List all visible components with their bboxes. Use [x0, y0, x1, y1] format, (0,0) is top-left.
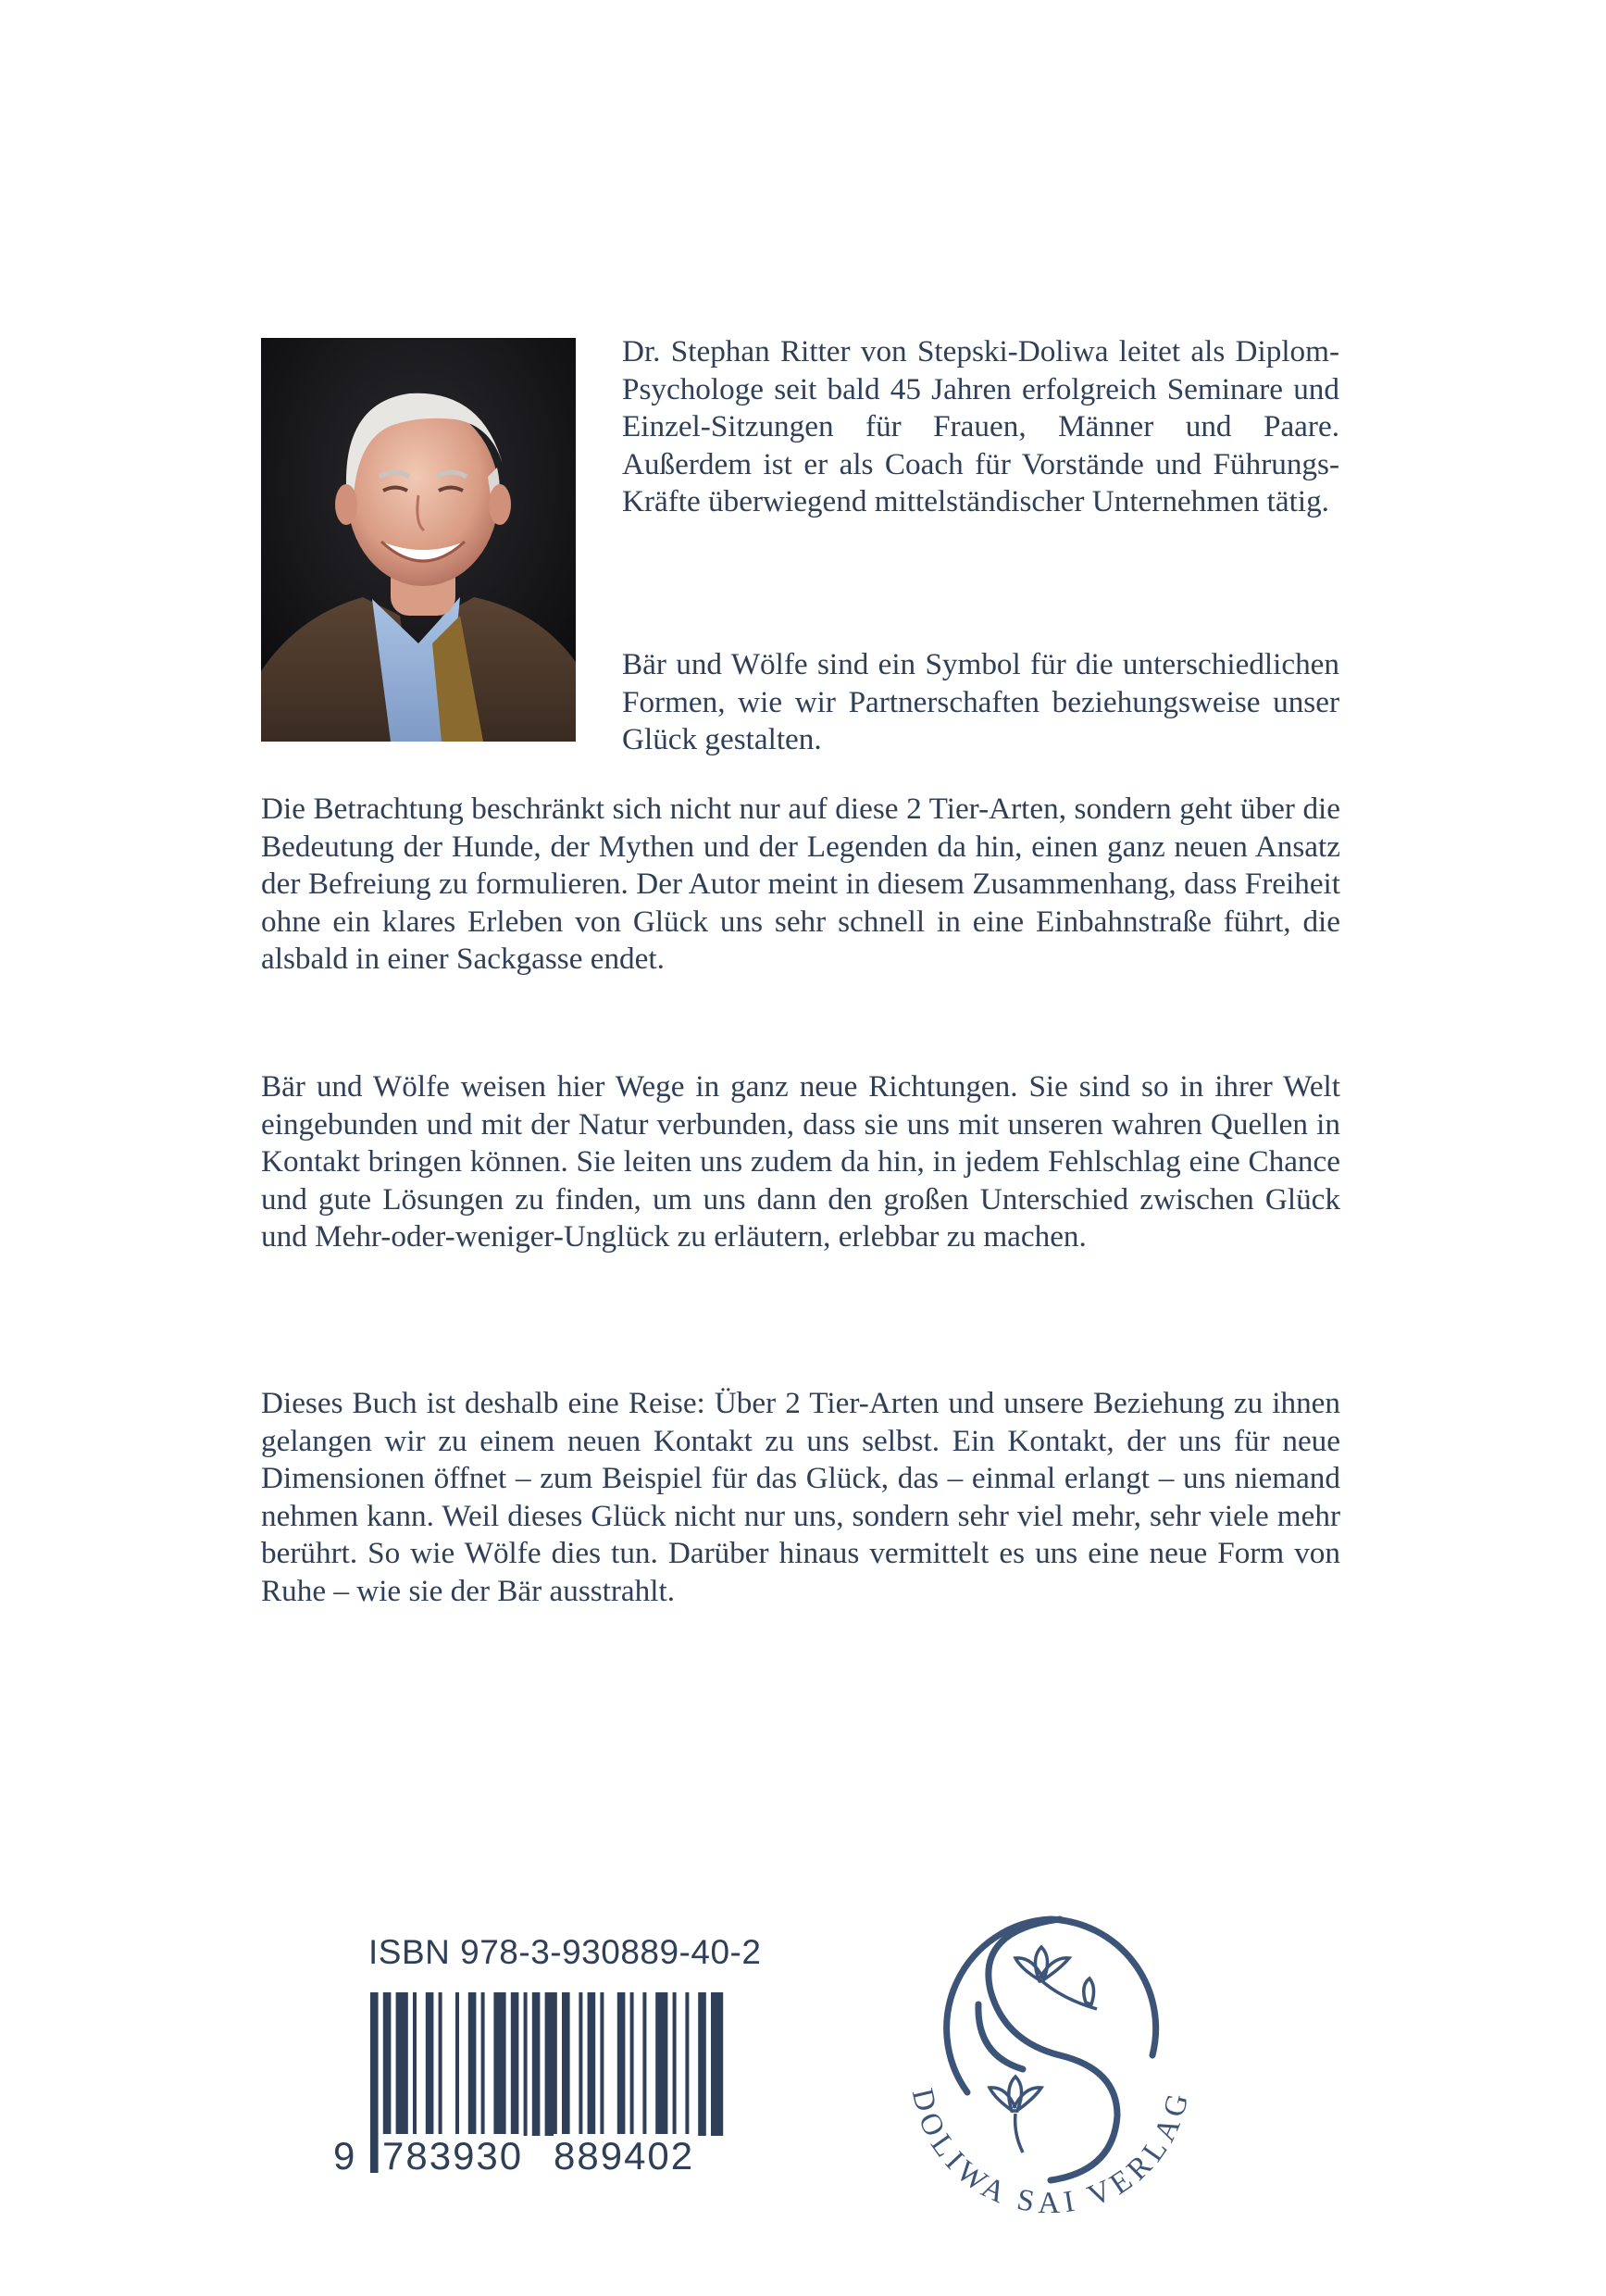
barcode-digits-right: 889402 [554, 2134, 695, 2177]
barcode-bar [673, 1992, 677, 2136]
barcode-bar [413, 1992, 417, 2136]
author-photo-icon [261, 338, 576, 742]
barcode-bar [685, 1992, 689, 2136]
barcode-bar [439, 1992, 442, 2136]
barcode-bar [481, 1992, 485, 2136]
barcode-bar [655, 1992, 667, 2136]
barcode-bar [426, 1992, 434, 2136]
barcode-bar [698, 1992, 706, 2136]
barcode-bar [468, 1992, 477, 2136]
barcode-bar [711, 1992, 723, 2136]
barcode-bar [600, 1992, 604, 2136]
blurb-intro: Bär und Wölfe sind ein Symbol für die unterschiedlichen Formen, wie wir Partnerschaften beziehungsweise unser Glück gestalten. [622, 647, 1339, 756]
barcode-bar [545, 1992, 557, 2136]
barcode-bar [562, 1992, 570, 2136]
barcode-bar [579, 1992, 582, 2136]
publisher-name: DOLIWA SAI VERLAG [904, 2085, 1197, 2221]
barcode-bar [588, 1992, 596, 2136]
barcode-bar [493, 1992, 505, 2136]
isbn-label: ISBN 978-3-930889-40-2 [368, 1933, 762, 1971]
blurb-directions: Bär und Wölfe weisen hier Wege in ganz neue Richtungen. Sie sind so in ihrer Welt eingebunden und mit der Natur verbunden, dass sie uns mit unseren wahren Quellen in Kontakt bringen können. Sie leiten uns zudem da hin, in jedem Fehlschlag eine Chance und gute Lösungen zu finden, um uns dann den großen Unterschied zwischen Glück und Mehr-oder-weniger-Unglück zu erläutern, erlebbar zu machen. [261, 1069, 1340, 1254]
barcode-digits-left: 783930 [382, 2134, 524, 2177]
barcode-bar [455, 1992, 459, 2136]
author-portrait [261, 338, 576, 742]
blurb-journey: Dieses Buch ist deshalb eine Reise: Über 2 Tier-Arten und unsere Beziehung zu ihnen gelangen wir zu einem neuen Kontakt zu uns selbst. Ein Kontakt, der uns für neue Dimensionen öffnet – zum Beispiel für das Glück, das – einmal erlangt – uns niemand nehmen kann. Weil dieses Glück nicht nur uns, sondern sehr viel mehr, sehr viele mehr berührt. So wie Wölfe dies tun. Darüber hinaus vermittelt es uns eine neue Form von Ruhe – wie sie der Bär ausstrahlt. [261, 1386, 1340, 1608]
publisher-logo-icon [875, 1893, 1226, 2227]
barcode-bar [511, 1992, 519, 2136]
barcode-bar [532, 1992, 541, 2136]
blurb-body: Die Betrachtung beschränkt sich nicht nur auf diese 2 Tier-Arten, sondern geht über die Bedeutung der Hunde, der Mythen und der Legenden da hin, einen ganz neuen Ansatz der Befreiung zu formulieren. Der Autor meint in diesem Zusammenhang, dass Freiheit ohne ein klares Erleben von Glück uns sehr schnell in eine Einbahnstraße führt, die alsbald in einer Sackgasse endet. [261, 792, 1340, 976]
barcode-bar [642, 1992, 646, 2136]
author-bio: Dr. Stephan Ritter von Stepski-Doliwa leitet als Diplom-Psychologe seit bald 45 Jahren erfolgreich Seminare und Einzel-Sitzungen für Frauen, Männer und Paare. Außerdem ist er als Coach für Vorstände und Führungs-Kräfte überwiegend mittelständischer Unternehmen tätig. [622, 334, 1339, 518]
barcode-digit-first: 9 [333, 2134, 367, 2178]
barcode-bar [396, 1992, 408, 2136]
barcode-bar [524, 1992, 528, 2136]
barcode-bar [370, 1992, 379, 2173]
